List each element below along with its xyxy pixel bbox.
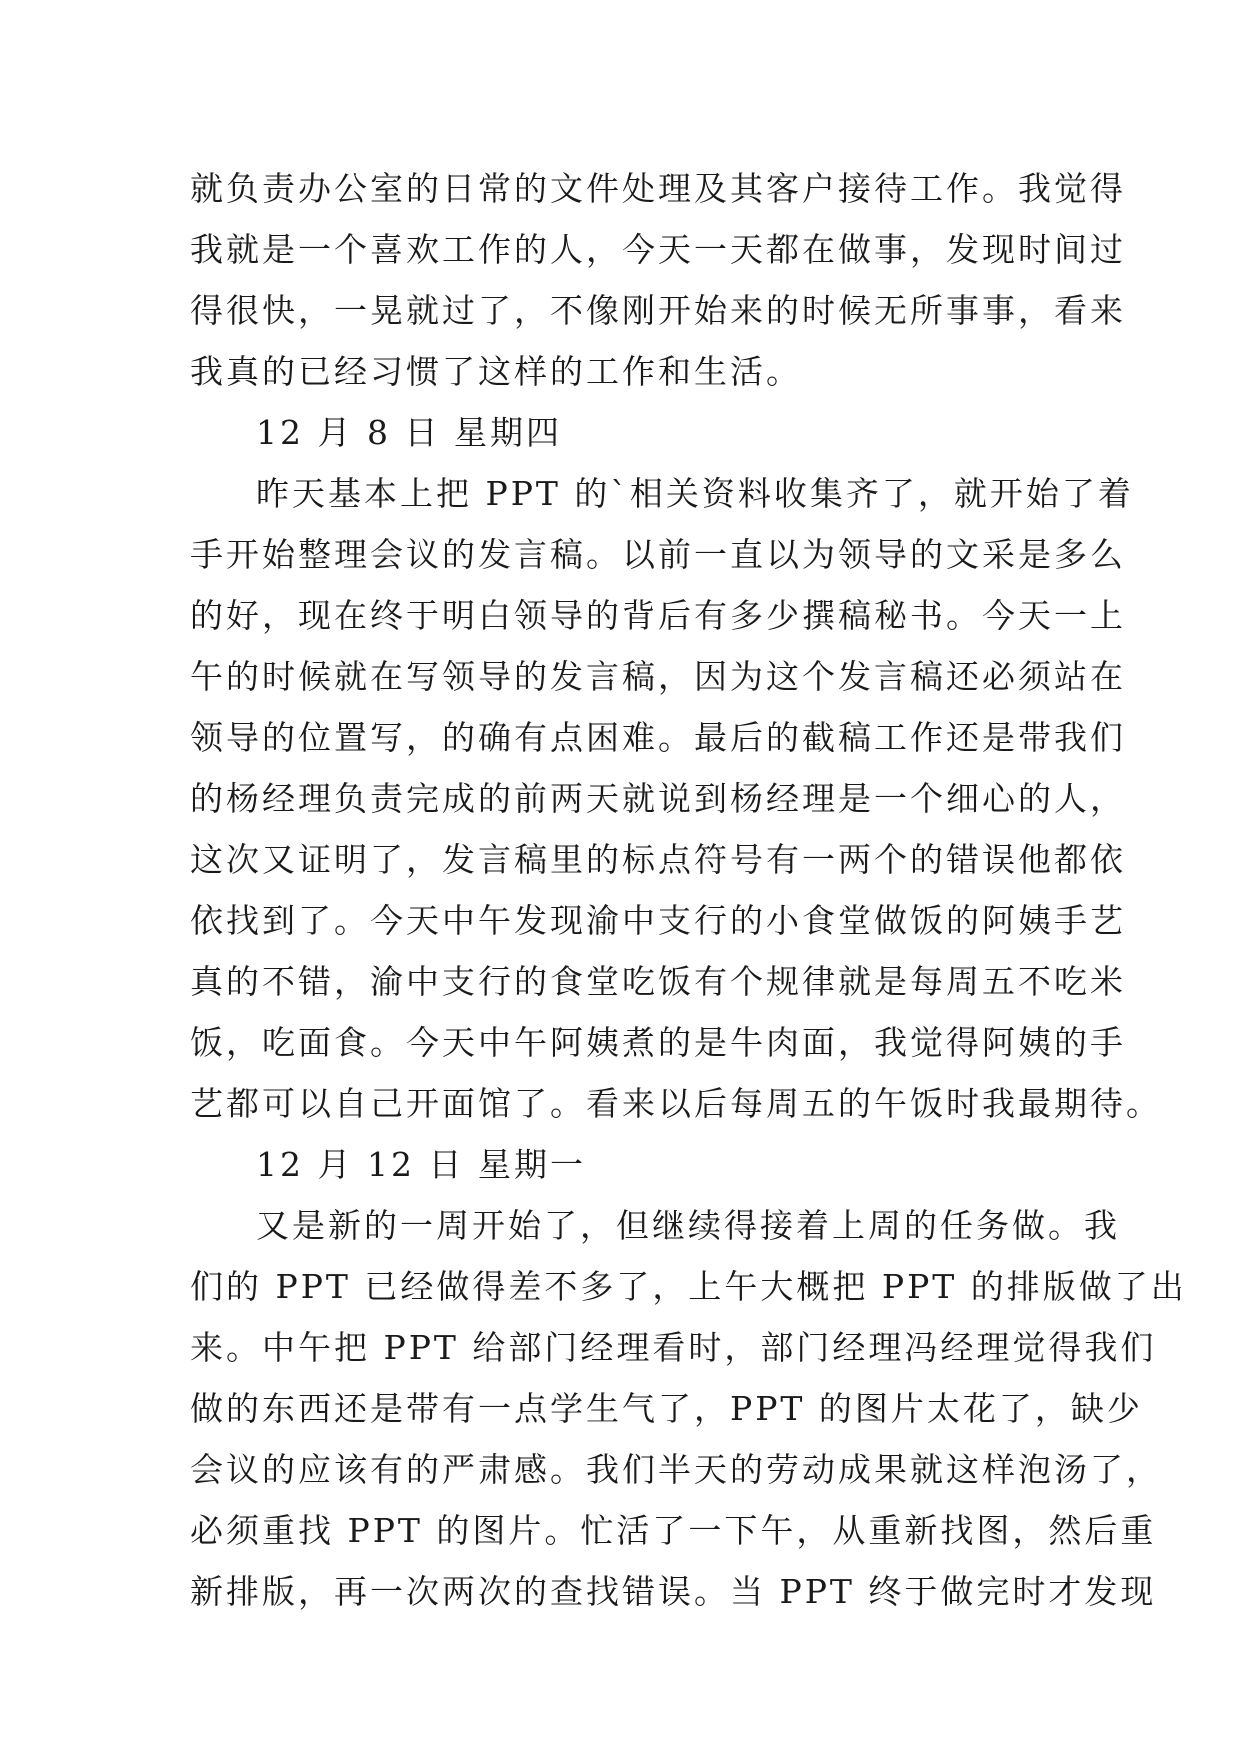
text-line: 这次又证明了，发言稿里的标点符号有一两个的错误他都依: [190, 840, 1126, 879]
date-heading: 12 月 8 日 星期四: [256, 413, 562, 452]
text-line: 的杨经理负责完成的前两天就说到杨经理是一个细心的人，: [190, 779, 1126, 818]
text-line: 们的 PPT 已经做得差不多了，上午大概把 PPT 的排版做了出: [190, 1267, 1187, 1306]
text-line: 又是新的一周开始了，但继续得接着上周的任务做。我: [256, 1206, 1120, 1245]
date-heading: 12 月 12 日 星期一: [256, 1145, 586, 1184]
text-line: 就负责办公室的日常的文件处理及其客户接待工作。我觉得: [190, 169, 1126, 208]
text-line: 新排版，再一次两次的查找错误。当 PPT 终于做完时才发现: [190, 1572, 1157, 1611]
text-line: 来。中午把 PPT 给部门经理看时，部门经理冯经理觉得我们: [190, 1328, 1157, 1367]
text-line: 领导的位置写，的确有点困难。最后的截稿工作还是带我们: [190, 718, 1126, 757]
text-line: 饭，吃面食。今天中午阿姨煮的是牛肉面，我觉得阿姨的手: [190, 1023, 1126, 1062]
text-line: 的好，现在终于明白领导的背后有多少撰稿秘书。今天一上: [190, 596, 1126, 635]
text-line: 必须重找 PPT 的图片。忙活了一下午，从重新找图，然后重: [190, 1511, 1157, 1550]
text-line: 昨天基本上把 PPT 的`相关资料收集齐了，就开始了着: [256, 474, 1134, 513]
text-line: 得很快，一晃就过了，不像刚开始来的时候无所事事，看来: [190, 291, 1126, 330]
text-line: 会议的应该有的严肃感。我们半天的劳动成果就这样泡汤了，: [190, 1450, 1162, 1489]
text-line: 做的东西还是带有一点学生气了，PPT 的图片太花了，缺少: [190, 1389, 1143, 1428]
text-line: 我就是一个喜欢工作的人，今天一天都在做事，发现时间过: [190, 230, 1126, 269]
text-line: 午的时候就在写领导的发言稿，因为这个发言稿还必须站在: [190, 657, 1126, 696]
text-line: 真的不错，渝中支行的食堂吃饭有个规律就是每周五不吃米: [190, 962, 1126, 1001]
text-line: 手开始整理会议的发言稿。以前一直以为领导的文采是多么: [190, 535, 1126, 574]
text-line: 依找到了。今天中午发现渝中支行的小食堂做饭的阿姨手艺: [190, 901, 1126, 940]
document-body: [190, 158, 1187, 1622]
text-line: 艺都可以自己开面馆了。看来以后每周五的午饭时我最期待。: [190, 1084, 1162, 1123]
text-line: 我真的已经习惯了这样的工作和生活。: [190, 352, 802, 391]
